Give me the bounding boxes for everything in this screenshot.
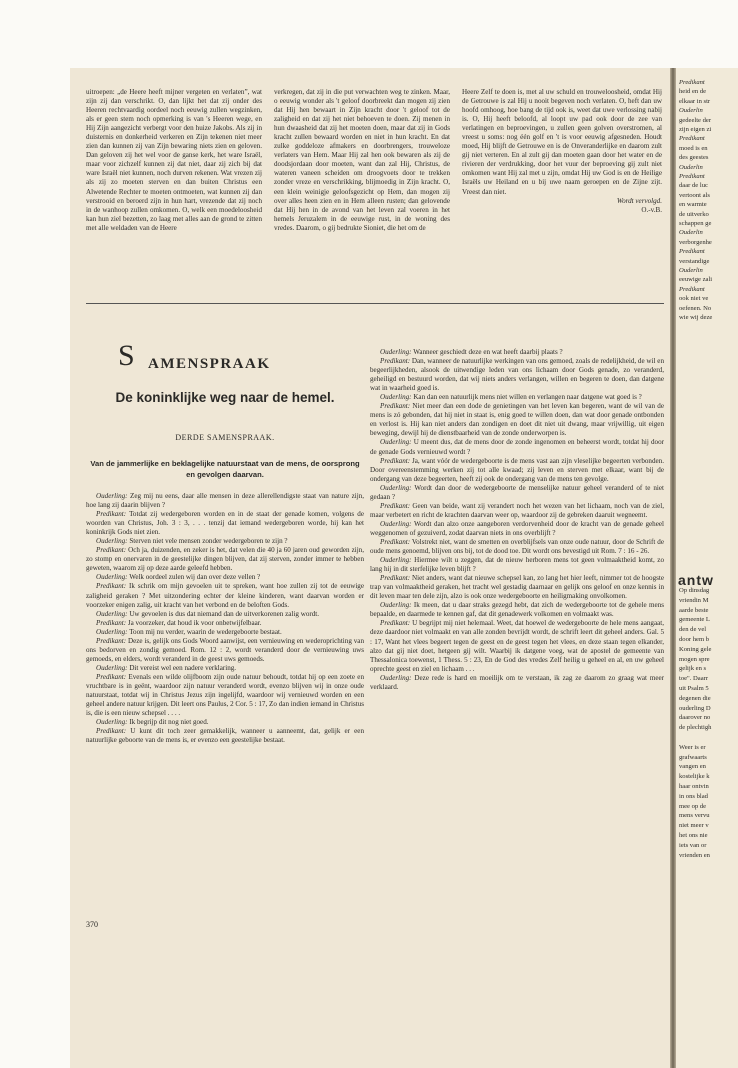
page-number: 370 bbox=[86, 920, 98, 929]
next-page-fragment: Predikant bbox=[679, 135, 705, 143]
dialogue-text: Deze rede is hard en moeilijk om te verstaan, ik zag ze daarom zo graag wat meer verklaard. bbox=[370, 673, 665, 691]
dialogue-text: Toon mij nu verder, waarin de wedergeboorte bestaat. bbox=[129, 627, 282, 636]
next-page-fragment: Koning gele bbox=[679, 645, 712, 653]
next-page-fragment: des geestes bbox=[679, 154, 709, 162]
next-page-fragment: door hem b bbox=[679, 636, 710, 643]
article-subheading: DERDE SAMENSPRAAK. bbox=[175, 433, 275, 442]
next-page-fragment: kostelijke k bbox=[679, 773, 710, 781]
next-page-fragment: ouderling D bbox=[679, 704, 711, 712]
dialogue-text: Sterven niet vele mensen zonder wedergeboren te zijn ? bbox=[129, 537, 288, 546]
next-page-fragment: Predikant bbox=[679, 248, 705, 256]
dialogue-line bbox=[86, 510, 364, 537]
dialogue-text: Zeg mij nu eens, daar alle mensen in deze allerellendigste staat van nature zijn, hoe lang zij daarin blijven ? bbox=[86, 492, 364, 510]
speaker-label: Ouderling: bbox=[96, 663, 128, 672]
next-page-fragment: degenen die bbox=[679, 694, 711, 702]
speaker-label: Predikant: bbox=[96, 582, 127, 591]
dialogue-line bbox=[86, 637, 364, 664]
dialogue-text: Ik begrijp dit nog niet goed. bbox=[129, 718, 209, 727]
dialogue-line bbox=[86, 718, 364, 727]
next-page-fragment: Predikant bbox=[679, 285, 705, 293]
dialogue-line bbox=[86, 582, 364, 609]
next-page-fragment: het ons nie bbox=[679, 832, 708, 839]
next-page-fragment: mens vervu bbox=[679, 812, 710, 820]
speaker-label: Ouderling: bbox=[380, 483, 412, 492]
dialogue-line bbox=[370, 348, 664, 357]
speaker-label: Predikant: bbox=[380, 619, 411, 628]
next-page-fragment: Predikant bbox=[679, 79, 705, 86]
next-page-fragment: vriendin M bbox=[679, 596, 709, 604]
speaker-label: Predikant: bbox=[96, 510, 127, 519]
dialogue-text: U meent dus, dat de mens door de zonde ingenomen en beheerst wordt, totdat hij door de genade Gods vernieuwd wordt ? bbox=[370, 438, 664, 456]
next-page-fragment: toe". Daarr bbox=[679, 675, 709, 683]
dialogue-line bbox=[86, 673, 364, 718]
dialogue-line bbox=[370, 538, 664, 556]
dialogue-line bbox=[86, 537, 364, 546]
dialogue-line bbox=[86, 573, 364, 582]
dialogue-text: Och ja, duizenden, en zeker is het, dat velen die 40 ja 60 jaren oud geworden zijn, zo stomp en onervaren in de geestelijke dingen blijven, dat zij sterven, zonder immer te hebben geweten, waarom zij op deze aarde geleefd hebben. bbox=[86, 546, 364, 573]
dialogue-line bbox=[86, 610, 364, 619]
dialogue-text: Dit vereist wel een nadere verklaring. bbox=[129, 663, 237, 672]
next-page-fragment: ook niet ve bbox=[679, 295, 709, 303]
dialogue-text: Niet anders, want dat nieuwe schepsel kan, zo lang het hier leeft, nimmer tot de hoogste trap van volmaaktheid geraken, het tracht wel gestadig daarnaar en gelijk ons geloof en onze kennis in dit leven maar ten dele zijn, alzo is ook onze wedergeboorte en heiligmaking onvolkomen. bbox=[370, 574, 664, 601]
next-page-fragment: niet meer v bbox=[679, 822, 709, 830]
next-page-fragment: moed is en bbox=[679, 144, 708, 152]
next-page-fragment: wie wij deze bbox=[679, 314, 713, 321]
dialogue-line bbox=[370, 393, 664, 402]
dialogue-text: Totdat zij wedergeboren worden en in de staat der genade komen, volgens de woorden van Christus, Joh. 3 : 3, . . . tenzij dat iemand wedergeboren worde, hij kan het koninkrijk Gods niet zien. bbox=[86, 510, 364, 537]
speaker-label: Predikant: bbox=[380, 574, 411, 583]
next-page-fragment: Op dinsdag bbox=[679, 587, 710, 594]
next-page-fragment: gelijk en s bbox=[679, 665, 707, 673]
next-page-fragment: vrienden en bbox=[679, 851, 710, 859]
next-page-fragment: aarde beste bbox=[679, 606, 709, 614]
next-page-fragment: schappen ge bbox=[679, 220, 712, 227]
section-title-initial: S bbox=[118, 339, 136, 372]
article-subsubheading: Van de jammerlijke en beklagelijke natuurstaat van de mens, de oorsprong en gevolgen daarvan. bbox=[90, 459, 360, 479]
next-page-fragment: den de vel bbox=[679, 626, 707, 634]
next-page-fragment: elkaar in str bbox=[679, 97, 711, 105]
speaker-label: Ouderling: bbox=[96, 492, 128, 500]
speaker-label: Ouderling: bbox=[96, 537, 128, 546]
dialogue-line bbox=[370, 502, 664, 520]
next-page-fragment: heid en de bbox=[679, 88, 707, 96]
next-page-fragment: de plechtigh bbox=[679, 724, 712, 732]
speaker-label: Predikant: bbox=[380, 537, 411, 546]
next-page-fragment: vertoont als bbox=[679, 191, 710, 199]
dialogue-text: Welk oordeel zulen wij dan over deze vellen ? bbox=[129, 573, 261, 582]
dialogue-line bbox=[370, 574, 664, 601]
section-title: AMENSPRAAK bbox=[148, 356, 271, 372]
dialogue-line bbox=[86, 727, 364, 745]
speaker-label: Ouderling: bbox=[380, 519, 412, 528]
dialogue-text: Ik meen, dat u daar straks gezegd hebt, dat zich de wedergeboorte tot de gehele mens bepaalde, en daarmede te kennen gaf, dat dit genadewerk volkomen en volmaakt was. bbox=[370, 601, 664, 619]
dialogue-text: U begrijpt mij niet helemaal. Weet, dat hoewel de wedergeboorte de hele mens aangaat, deze daardoor niet volmaakt en van alle zonden bevrijdt wordt, de schrift leert dit geheel anders. Gal. 5 : 17, Want het vlees begeert tegen de geest en de geest tegen het vlees, en deze staan tegen elkander, alzo dat gij niet doet, hetgeen gij wilt. Waarbij ik datgene voeg, wat de apostel de gemeente van Thessalonica toewenst, 1 Thess. 5 : 23, En de God des vredes Zelf heilig u geheel en al, en uw geheel oprechte geest en ziel en lichaam . . . bbox=[370, 619, 664, 673]
speaker-label: Ouderling: bbox=[96, 609, 128, 618]
article-heading: De koninklijke weg naar de hemel. bbox=[115, 390, 335, 405]
speaker-label: Predikant: bbox=[380, 357, 411, 366]
speaker-label: Predikant: bbox=[96, 727, 127, 736]
dialogue-text: Deze is, gelijk ons Gods Woord aanwijst, een vernieuwing en wederoprichting van ons bedorven en zondig gemoed. Rom. 12 : 2, wordt veranderd door de vernieuwing uws gemoeds, en elders, wordt veranderd in de geest uws gemoeds. bbox=[86, 636, 364, 663]
dialogue-line bbox=[370, 484, 664, 502]
next-page-fragment: mee op de bbox=[679, 802, 707, 810]
next-page-heading: antw bbox=[678, 572, 714, 588]
section-divider bbox=[86, 303, 664, 304]
author-initials: O.-v.B. bbox=[641, 205, 662, 214]
dialogue-line bbox=[86, 619, 364, 628]
dialogue-column-left bbox=[86, 492, 364, 745]
dialogue-text: Kan dan een natuurlijk mens niet willen en verlangen naar datgene wat goed is ? bbox=[413, 393, 642, 402]
dialogue-text: Uw gevoelen is dus dat niemand dan de uitverkorenen zalig wordt. bbox=[129, 609, 320, 618]
dialogue-line bbox=[370, 601, 664, 619]
next-page-fragment: Ouderlin bbox=[679, 107, 703, 115]
speaker-label: Ouderling: bbox=[380, 601, 412, 610]
speaker-label: Ouderling: bbox=[380, 348, 412, 356]
speaker-label: Ouderling: bbox=[380, 438, 412, 447]
next-page-fragment: grafwaarts bbox=[679, 753, 707, 761]
dialogue-text: Ja, want vóór de wedergeboorte is de mens vast aan zijn vleselijke begeerten verbonden. Door overeenstemming werken zij tot alle kwaad; zij leven en sterven met elkaar, want bij de ondergang van deze begeerten, heeft zij ook de ondergang van de mens ten gevolge. bbox=[370, 456, 664, 483]
dialogue-line bbox=[370, 438, 664, 456]
top-column-middle-text: verkregen, dat zij in die put verwachten weg te zinken. Maar, o eeuwig wonder als 't geloof doorbreekt dan mogen zij zien dat Hij hen bewaart in Zijn kracht door 't geloof tot de zaligheid en dat zij het niet behoeven te doen. Zij menen in hun dwaasheid dat zij het moeten doen, maar dat zij in Gods kracht zullen bewaard worden en niet in hun kracht. En dat zulke goddeloze afmakers en doorbrengers, trouweloze verlaters van Hem. Maar Hij zal hen ook bewaren als zij de doodsjordaan door moeten, want dan zal Hij, Christus, de wateren vaneen scheiden om droogvoets door te trekken zonder vreze en verschrikking, blijmoedig in Zijn kracht. O, een klein weinigje geloofsgezicht op Hem, dan mogen zij over alles heen zien en in Hem alleen rusten; dan gelovende dat Hij hen in de avond van het leven zal voeren in het hemels Jeruzalem in de eeuwige rust, in de woning des vredes. Daarom, o gij bedrukte Sioniet, die het om de bbox=[274, 88, 450, 232]
dialogue-text: U kunt dit toch zeer gemakkelijk, wanneer u aanneemt, dat, gelijk er een natuurlijke geboorte van de mens is, er evenzo een geestelijke bestaat. bbox=[86, 727, 364, 745]
dialogue-line bbox=[370, 520, 664, 538]
speaker-label: Ouderling: bbox=[96, 627, 128, 636]
dialogue-text: Niet meer dan een dode de genietingen van het leven kan begeren, want de wil van de mens is zó gebonden, dat hij niet in staat is, enig goed te willen doen, dan wat door genade ontbonden en verlost is. Hij kan niet anders dan zondigen en doet dit niet uit dwang, maar vrijwillig, uit eigen beweging, dewijl hij de dienstbaarheid van de zonde onderworpen is. bbox=[370, 402, 664, 438]
speaker-label: Predikant: bbox=[96, 636, 127, 645]
dialogue-text: Evenals een wilde olijfboom zijn oude natuur behoudt, totdat hij op een zoete en vruchtbare is in geënt, waardoor zijn natuur veranderd wordt, evenzo blijven wij in onze oude natuurstaat, totdat wij in Christus Jezus zijn ingelijfd, waardoor wij vernieuwd worden en een geheel andere natuur krijgen. Dit leert ons Paulus, 2 Cor. 5 : 17, Zo dan indien iemand in Christus is, die is een nieuw schepsel . . . . bbox=[86, 672, 364, 718]
next-page-fragment: Predikant bbox=[679, 173, 705, 180]
speaker-label: Ouderling: bbox=[380, 673, 412, 682]
dialogue-column-right bbox=[370, 348, 664, 692]
next-page-fragment: uit Psalm 5 bbox=[679, 685, 709, 692]
next-page-fragment: daar de luc bbox=[679, 182, 708, 190]
dialogue-line bbox=[370, 357, 664, 393]
top-column-left bbox=[86, 88, 262, 233]
speaker-label: Ouderling: bbox=[96, 718, 128, 727]
dialogue-text: Hiermee wilt u zeggen, dat de nieuw herboren mens tot geen volmaaktheid komt, zo lang hij in dit sterfelijke leven blijft ? bbox=[370, 556, 664, 574]
next-page-fragment: oefenen. No bbox=[679, 304, 712, 312]
next-page-fragment: zijn eigen zi bbox=[679, 126, 712, 133]
speaker-label: Predikant: bbox=[380, 456, 411, 465]
dialogue-line bbox=[370, 619, 664, 673]
next-page-fragment: gedeelte der bbox=[679, 116, 712, 124]
speaker-label: Ouderling: bbox=[380, 393, 412, 402]
speaker-label: Predikant: bbox=[380, 501, 411, 510]
dialogue-line bbox=[370, 402, 664, 438]
top-column-left-text: uitroepen: „de Heere heeft mijner vergeten en verlaten”, wat zijn zij dan verschrikt. O, dan lijkt het dat zij onder des Heeren rechtvaardig oordeel noch eeuwig zullen wegzinken, als er geen stem noch opmerking is van 's Heeren wege, en Hij Zijn aangezicht verbergt voor den huize Jakobs. Als zij in duisternis en donkerheid verkeren en Zijn tekenen niet meer zien dan kunnen zij van Zijn bewaring niets zien en geloven. Dan geloven zij het wel voor de ganse kerk, het ware Israël, maar voor zichzelf kunnen zij dat niet, daar zij zich bij dat ware Israël niet kunnen, noch durven rekenen. Wat vrezen zij als zij zo moeten sterven en dan buiten Christus een Alwetende Rechter te moeten ontmoeten, wat kunnen zij dan verstrooid en beroerd zijn in hun hart, vrezende dat zij noch in de wanhoop zullen omkomen. O, welk een moedeloosheid kan hun ziel bezetten, zo laag met alles aan de grond te zitten met alle weldaden van de Heere bbox=[86, 88, 262, 232]
speaker-label: Ouderling: bbox=[380, 556, 412, 565]
top-column-middle bbox=[274, 88, 450, 233]
next-page-fragment: eeuwige zali bbox=[679, 276, 713, 284]
dialogue-text: Wanneer geschiedt deze en wat heeft daarbij plaats ? bbox=[413, 348, 563, 356]
next-page-fragment: gemeente L bbox=[679, 616, 710, 624]
next-page-fragment: in ons blad bbox=[679, 792, 708, 800]
next-page-fragment: vangen en bbox=[679, 763, 706, 771]
speaker-label: Predikant: bbox=[380, 402, 411, 411]
next-page-fragment: verborgenhe bbox=[679, 238, 712, 246]
dialogue-text: Dan, wanneer de natuurlijke werkingen van ons gemoed, zoals de redelijkheid, de wil en begeerlijkheden, alsook de uitwendige leden van ons lichaam door Gods genade, zo veranderd, geheiligd en bestuurd worden, dat wij niets anders verlangen, willen en begeren te doen, dan datgene wat in waarheid goed is. bbox=[370, 357, 664, 393]
dialogue-text: Wordt dan door de wedergeboorte de menselijke natuur geheel veranderd of te niet gedaan ? bbox=[370, 483, 664, 501]
next-page-fragment: haar ontvin bbox=[679, 783, 709, 790]
speaker-label: Ouderling: bbox=[96, 573, 128, 582]
next-page-fragment: Ouderlin bbox=[679, 163, 703, 171]
dialogue-line bbox=[370, 457, 664, 484]
dialogue-text: Volstrekt niet, want de smetten en overblijfsels van onze oude natuur, door de Schrift de oude mens genoemd, blijven ons bij, tot de dood toe. Dit wordt ons bevestigd uit Rom. 7 : 16 - 26. bbox=[370, 537, 664, 556]
next-page-fragment: mogen spre bbox=[679, 655, 710, 663]
top-column-right bbox=[462, 88, 662, 215]
next-page-edge bbox=[676, 68, 738, 1068]
speaker-label: Predikant: bbox=[96, 672, 127, 681]
next-page-fragment: daarover no bbox=[679, 714, 711, 722]
top-column-right-text: Heere Zelf te doen is, met al uw schuld en trouweloosheid, omdat Hij de Getrouwe is zal Hij u nooit begeven noch verlaten. O, heft dan uw hoofd omhoog, hoe bang de tijd ook is, weet dat uwe verlossing nabij is. O, Hij heeft beloofd, al loopt uw pad ook door de zee van verlatingen en beproevingen, u zullen geen golven overstromen, al vreest u soms: nog één golf en 't is voor eeuwig afgesneden. Houdt moed, Hij blijft de Getrouwe en is de Onveranderlijke en daarom zult gij niet verteren. En al zult gij dan moeten gaan door het water en de rivieren der verdrukking, door het vuur der beproeving gij zult niet omkomen want Hij zal met u zijn, omdat Hij uw God is en de Heilige Israëls uw Heiland en u bij uwe naam geroepen en de Zijne zijt. Vreest dan niet. bbox=[462, 88, 662, 196]
dialogue-line bbox=[86, 628, 364, 637]
next-page-fragment: verstandige bbox=[679, 257, 710, 265]
next-page-fragment: iets van or bbox=[679, 841, 707, 849]
dialogue-line bbox=[86, 664, 364, 673]
dialogue-text: Ja voorzeker, dat houd ik voor onbetwijfelbaar. bbox=[127, 618, 262, 627]
dialogue-line bbox=[370, 556, 664, 574]
speaker-label: Predikant: bbox=[96, 618, 127, 627]
dialogue-text: Wordt dan alzo onze aangeboren verdorvenheid door de kracht van de genade geheel weggenomen of gezuiverd, zodat daarvan niets in ons overblijft ? bbox=[370, 519, 664, 537]
next-page-fragment: en warmte bbox=[679, 201, 707, 209]
dialogue-line bbox=[370, 674, 664, 692]
speaker-label: Predikant: bbox=[96, 546, 127, 555]
next-page-fragment: de uitverko bbox=[679, 210, 709, 218]
dialogue-line bbox=[86, 492, 364, 510]
dialogue-text: Geen van beide, want zij verandert noch het wezen van het lichaam, noch van de ziel, maar verbetert en richt de krachten daarvan weer op, waardoor zij de gebreken daaruit wegneemt. bbox=[370, 501, 664, 519]
next-page-fragment: Weer is er bbox=[679, 743, 706, 751]
dialogue-line bbox=[86, 546, 364, 573]
next-page-fragment: Ouderlin bbox=[679, 229, 703, 237]
dialogue-text: Ik schrik om mijn gevoelen uit te spreken, want hoe zullen zij tot de eeuwige zaligheid geraken ? Met uitzondering echter der kleine kinderen, want daarvan worden er voorzeker enigen zalig, uit kracht van het verbond en de beloften Gods. bbox=[86, 582, 364, 609]
next-page-fragment: Ouderlin bbox=[679, 267, 703, 274]
to-be-continued: Wordt vervolgd. bbox=[616, 196, 662, 205]
